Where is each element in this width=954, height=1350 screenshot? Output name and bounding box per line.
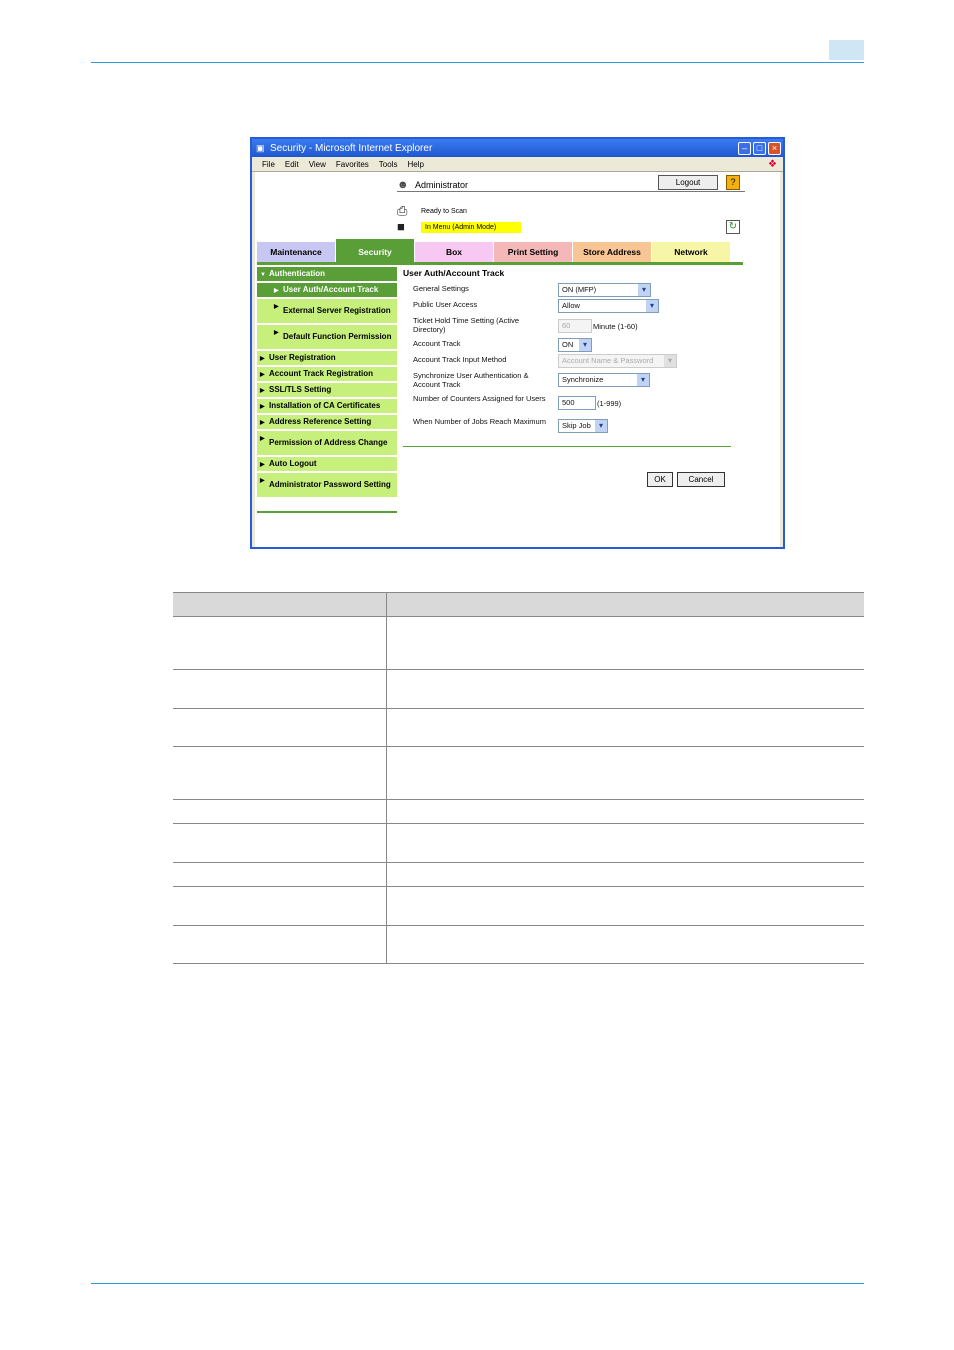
tab-maintenance[interactable]: Maintenance [257, 242, 336, 262]
account-track-input-method-select[interactable]: Account Name & Password ▾ [558, 354, 677, 368]
menu-tools[interactable]: Tools [378, 159, 398, 169]
table-header-cell [386, 593, 864, 617]
status-mode [397, 219, 521, 235]
number-of-counters-range: (1-999) [597, 399, 622, 408]
field-jobs-reach-maximum [403, 415, 743, 438]
jobs-reach-maximum-select[interactable]: Skip Job ▾ [558, 419, 608, 433]
table-cell [386, 863, 864, 887]
status-mode-text: In Menu (Admin Mode) [421, 222, 521, 233]
tab-security[interactable]: Security [336, 239, 415, 263]
sidebar-item-account-track-registration[interactable]: ▶ Account Track Registration [257, 367, 397, 383]
table-cell [173, 824, 386, 863]
menu-favorites[interactable]: Favorites [335, 159, 369, 169]
field-account-track-input-method [403, 353, 743, 369]
table-cell [173, 926, 386, 964]
table-cell [173, 863, 386, 887]
browser-window [250, 137, 785, 549]
tab-box[interactable]: Box [415, 242, 494, 262]
table-cell [173, 709, 386, 747]
field-label: Number of Counters Assigned for Users [413, 394, 546, 403]
menu-edit[interactable]: Edit [284, 159, 299, 169]
ok-button[interactable]: OK [647, 472, 673, 487]
sidebar [257, 267, 397, 513]
footer-rule [91, 1283, 864, 1284]
table-cell [386, 709, 864, 747]
menu-help[interactable]: Help [407, 159, 424, 169]
sidebar-bottom-rule [257, 511, 397, 513]
help-button[interactable]: ? [726, 175, 740, 190]
sidebar-item-external-server-registration[interactable]: ▶ External Server Registration [257, 299, 397, 325]
tab-bar [257, 242, 731, 262]
tab-underline [257, 262, 743, 265]
table-cell [386, 617, 864, 670]
table-cell [386, 824, 864, 863]
table-row [173, 887, 864, 926]
table-cell [173, 887, 386, 926]
minimize-button[interactable]: – [738, 142, 751, 155]
field-label: Ticket Hold Time Setting (Active Directory) [413, 316, 520, 334]
refresh-icon[interactable]: ↻ [726, 220, 740, 234]
tab-store-address[interactable]: Store Address [573, 242, 652, 262]
field-label: Account Track Input Method [413, 355, 507, 364]
sidebar-item-ssl-tls-setting[interactable]: ▶ SSL/TLS Setting [257, 383, 397, 399]
field-number-of-counters [403, 392, 743, 415]
page-content [252, 172, 783, 547]
header-rule [91, 62, 864, 63]
account-track-select[interactable]: ON ▾ [558, 338, 592, 352]
ticket-hold-time-range: Minute (1-60) [593, 322, 638, 331]
close-button[interactable]: × [768, 142, 781, 155]
sidebar-item-auto-logout[interactable]: ▶ Auto Logout [257, 457, 397, 473]
table-row [173, 747, 864, 800]
table-cell [173, 617, 386, 670]
sidebar-item-user-auth-account-track[interactable]: ▶ User Auth/Account Track [257, 283, 397, 299]
cancel-button[interactable]: Cancel [677, 472, 725, 487]
field-ticket-hold-time [403, 314, 743, 337]
sidebar-item-ca-certificates[interactable]: ▶ Installation of CA Certificates [257, 399, 397, 415]
field-label: Public User Access [413, 300, 478, 309]
title-bar[interactable] [252, 139, 783, 157]
sidebar-item-permission-of-address-change[interactable]: ▶ Permission of Address Change [257, 431, 397, 457]
sidebar-item-address-reference-setting[interactable]: ▶ Address Reference Setting [257, 415, 397, 431]
table-cell [173, 800, 386, 824]
menu-bar [252, 157, 783, 172]
status-ready-text: Ready to Scan [421, 207, 467, 215]
table-row [173, 709, 864, 747]
tab-print-setting[interactable]: Print Setting [494, 242, 573, 262]
number-of-counters-input[interactable]: 500 [558, 396, 596, 410]
sidebar-item-user-registration[interactable]: ▶ User Registration [257, 351, 397, 367]
field-label: General Settings [413, 284, 469, 293]
field-synchronize [403, 369, 743, 392]
table-cell [386, 926, 864, 964]
field-label: Synchronize User Authentication & Account Track [413, 371, 529, 389]
logout-button[interactable]: Logout [658, 175, 718, 190]
panel-divider [403, 446, 731, 447]
printer-icon: ⎙ [397, 203, 408, 218]
menu-file[interactable]: File [262, 159, 275, 169]
table-row [173, 800, 864, 824]
maximize-button[interactable]: □ [753, 142, 766, 155]
device-alert-icon: ■ [397, 219, 405, 234]
field-public-user-access [403, 298, 743, 314]
table-header-row [173, 593, 864, 617]
table-cell [386, 747, 864, 800]
menu-view[interactable]: View [308, 159, 326, 169]
table-row [173, 670, 864, 709]
table-row [173, 824, 864, 863]
table-cell [173, 747, 386, 800]
table-row [173, 617, 864, 670]
table-cell [173, 670, 386, 709]
synchronize-select[interactable]: Synchronize ▾ [558, 373, 650, 387]
settings-description-table [173, 592, 864, 964]
window-title: Security - Microsoft Internet Explorer [270, 142, 433, 154]
table-row [173, 926, 864, 964]
sidebar-item-default-function-permission[interactable]: ▶ Default Function Permission [257, 325, 397, 351]
field-general-settings [403, 282, 743, 298]
tab-network[interactable]: Network [652, 242, 731, 262]
settings-panel [403, 268, 743, 484]
chapter-tab [829, 40, 864, 60]
field-label: Account Track [413, 339, 461, 348]
table-cell [386, 887, 864, 926]
sidebar-item-authentication[interactable]: ▼ Authentication [257, 267, 397, 283]
panel-title: User Auth/Account Track [403, 268, 505, 278]
ie-page-icon: ▣ [256, 143, 265, 153]
field-label: When Number of Jobs Reach Maximum [413, 417, 546, 426]
user-label: Administrator [415, 179, 469, 190]
table-cell [386, 670, 864, 709]
user-icon: ☻ [397, 178, 409, 191]
table-row [173, 863, 864, 887]
sidebar-item-administrator-password-setting[interactable]: ▶ Administrator Password Setting [257, 473, 397, 499]
status-ready [397, 203, 467, 219]
public-user-access-select[interactable]: Allow ▾ [558, 299, 659, 313]
field-account-track [403, 337, 743, 353]
ticket-hold-time-input[interactable]: 60 [558, 319, 592, 333]
table-header-cell [173, 593, 386, 617]
table-cell [386, 800, 864, 824]
windows-logo-icon: ❖ [768, 159, 777, 170]
general-settings-select[interactable]: ON (MFP) ▾ [558, 283, 651, 297]
